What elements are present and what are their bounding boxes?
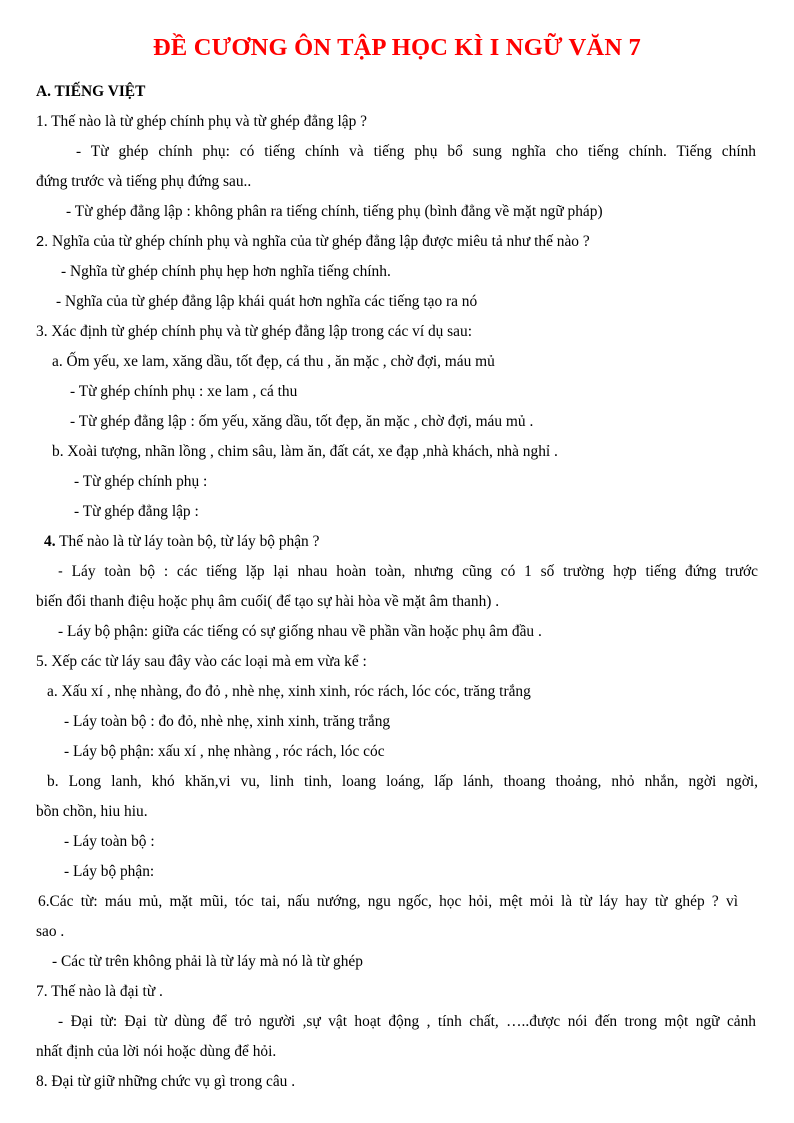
section-heading: A. TIẾNG VIỆT xyxy=(36,83,146,100)
answer-4-dash: - xyxy=(58,564,63,580)
question-3-b-chinh-phu: - Từ ghép chính phụ : xyxy=(74,473,208,490)
question-5-part-b-line-1: b. Long lanh, khó khăn,vi vu, linh tinh, loang loáng, lấp lánh, thoang thoảng, nhỏ nhắn, ngời ngời, xyxy=(47,773,758,790)
question-2-text: Nghĩa của từ ghép chính phụ và nghĩa của từ ghép đẳng lập được miêu tả như thế nào ? xyxy=(51,233,590,250)
question-7: 7. Thế nào là đại từ . xyxy=(36,983,163,1000)
question-5-a-toan-bo: - Láy toàn bộ : đo đỏ, nhè nhẹ, xinh xinh, trăng trắng xyxy=(64,713,391,730)
answer-4-line-2: biến đổi thanh điệu hoặc phụ âm cuối( để tạo sự hài hòa về mặt âm thanh) . xyxy=(36,593,500,610)
answer-4-line-1 xyxy=(58,562,758,582)
answer-7-line-2: nhất định của lời nói hoặc dùng để hỏi. xyxy=(36,1043,277,1060)
question-5-part-a: a. Xấu xí , nhẹ nhàng, đo đỏ , nhè nhẹ, xinh xinh, róc rách, lóc cóc, trăng trắng xyxy=(47,683,531,700)
question-3-part-a: a. Ốm yếu, xe lam, xăng dầu, tốt đẹp, cá thu , ăn mặc , chờ đợi, máu mủ xyxy=(52,353,495,370)
question-5-b-bo-phan: - Láy bộ phận: xyxy=(64,863,155,880)
question-3-a-chinh-phu: - Từ ghép chính phụ : xe lam , cá thu xyxy=(70,383,298,400)
question-5-b-toan-bo: - Láy toàn bộ : xyxy=(64,833,155,850)
question-2-number: 2. xyxy=(36,234,49,250)
question-5-a-bo-phan: - Láy bộ phận: xấu xí , nhẹ nhàng , róc rách, lóc cóc xyxy=(64,743,385,760)
answer-4-line-1-text: Láy toàn bộ : các tiếng lặp lại nhau hoàn toàn, nhưng cũng có 1 số trường hợp tiếng đứng trước xyxy=(62,563,758,580)
question-6-line-2: sao . xyxy=(36,923,65,940)
question-3-a-dang-lap: - Từ ghép đẳng lập : ốm yếu, xăng dầu, tốt đẹp, ăn mặc , chờ đợi, máu mủ . xyxy=(70,413,534,430)
question-5-part-b-line-2: bồn chồn, hiu hiu. xyxy=(36,803,148,820)
answer-4-item-2: - Láy bộ phận: giữa các tiếng có sự giống nhau về phần vần hoặc phụ âm đầu . xyxy=(58,623,542,640)
question-4-text: Thế nào là từ láy toàn bộ, từ láy bộ phận ? xyxy=(55,533,320,550)
question-4-number: 4. xyxy=(44,533,56,550)
answer-1-line-2: đứng trước và tiếng phụ đứng sau.. xyxy=(36,173,252,190)
answer-2-item-1: - Nghĩa từ ghép chính phụ hẹp hơn nghĩa tiếng chính. xyxy=(61,263,391,280)
answer-7-line-1: - Đại từ: Đại từ dùng để trỏ người ,sự vật hoạt động , tính chất, …..được nói đến trong một ngữ cảnh xyxy=(58,1013,756,1030)
question-2 xyxy=(36,232,590,252)
question-4 xyxy=(44,532,319,552)
question-6-line-1: 6.Các từ: máu mủ, mặt mũi, tóc tai, nấu nướng, ngu ngốc, học hỏi, mệt mỏi là từ láy hay từ ghép ? vì xyxy=(38,893,738,910)
question-1: 1. Thế nào là từ ghép chính phụ và từ ghép đẳng lập ? xyxy=(36,113,367,130)
question-3-part-b: b. Xoài tượng, nhãn lồng , chim sâu, làm ăn, đất cát, xe đạp ,nhà khách, nhà nghỉ . xyxy=(52,443,558,460)
question-3: 3. Xác định từ ghép chính phụ và từ ghép đẳng lập trong các ví dụ sau: xyxy=(36,323,472,340)
answer-6: - Các từ trên không phải là từ láy mà nó là từ ghép xyxy=(52,953,363,970)
question-5: 5. Xếp các từ láy sau đây vào các loại mà em vừa kể : xyxy=(36,653,367,670)
answer-2-item-2: - Nghĩa của từ ghép đẳng lập khái quát hơn nghĩa các tiếng tạo ra nó xyxy=(56,293,478,310)
question-8: 8. Đại từ giữ những chức vụ gì trong câu . xyxy=(36,1073,296,1090)
answer-1-item-2: - Từ ghép đẳng lập : không phân ra tiếng chính, tiếng phụ (bình đẳng về mặt ngữ pháp) xyxy=(66,203,603,220)
question-3-b-dang-lap: - Từ ghép đẳng lập : xyxy=(74,503,199,520)
answer-1-line-1: - Từ ghép chính phụ: có tiếng chính và tiếng phụ bổ sung nghĩa cho tiếng chính. Tiếng chính xyxy=(76,143,756,160)
page-title: ĐỀ CƯƠNG ÔN TẬP HỌC KÌ I NGỮ VĂN 7 xyxy=(153,34,641,61)
